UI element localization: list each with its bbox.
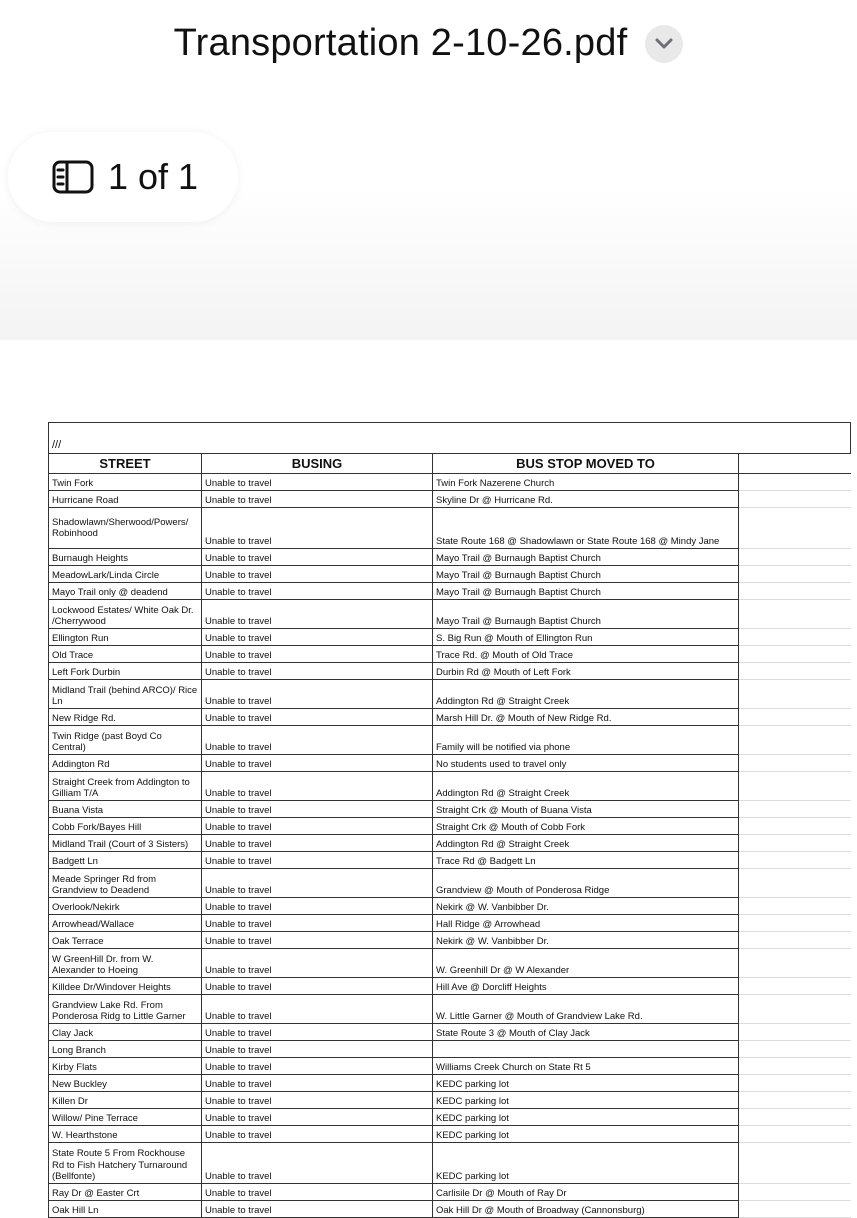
- table-row: [49, 1075, 851, 1092]
- bus-stop-cell: Williams Creek Church on State Rt 5: [433, 1058, 739, 1075]
- street-cell: Overlook/Nekirk: [49, 898, 202, 915]
- blank-cell: [739, 1024, 851, 1041]
- busing-cell: Unable to travel: [202, 995, 433, 1024]
- bus-stop-cell: KEDC parking lot: [433, 1126, 739, 1143]
- blank-cell: [739, 1109, 851, 1126]
- table-body: [49, 474, 851, 1218]
- busing-cell: Unable to travel: [202, 772, 433, 801]
- sidebar-icon: [52, 160, 94, 194]
- blank-cell: [739, 629, 851, 646]
- bus-stop-cell: [433, 1041, 739, 1058]
- busing-cell: Unable to travel: [202, 663, 433, 680]
- blank-cell: [739, 772, 851, 801]
- street-cell: MeadowLark/Linda Circle: [49, 566, 202, 583]
- busing-cell: Unable to travel: [202, 1024, 433, 1041]
- column-header-street: STREET: [49, 454, 202, 474]
- blank-cell: [739, 915, 851, 932]
- street-cell: Lockwood Estates/ White Oak Dr. /Cherrywood: [49, 600, 202, 629]
- bus-stop-cell: W. Little Garner @ Mouth of Grandview Lake Rd.: [433, 995, 739, 1024]
- bus-stop-cell: KEDC parking lot: [433, 1143, 739, 1184]
- busing-cell: Unable to travel: [202, 801, 433, 818]
- table-row: [49, 1143, 851, 1184]
- blank-cell: [739, 583, 851, 600]
- blank-cell: [739, 1126, 851, 1143]
- busing-cell: Unable to travel: [202, 1058, 433, 1075]
- table-row: [49, 1041, 851, 1058]
- busing-cell: Unable to travel: [202, 646, 433, 663]
- title-menu-button[interactable]: [645, 25, 683, 63]
- street-cell: Midland Trail (behind ARCO)/ Rice Ln: [49, 680, 202, 709]
- busing-cell: Unable to travel: [202, 978, 433, 995]
- bus-stop-cell: Straight Crk @ Mouth of Buana Vista: [433, 801, 739, 818]
- blank-cell: [739, 680, 851, 709]
- busing-cell: Unable to travel: [202, 1092, 433, 1109]
- table-row: [49, 1024, 851, 1041]
- busing-cell: Unable to travel: [202, 915, 433, 932]
- bus-stop-cell: Family will be notified via phone: [433, 726, 739, 755]
- table-note-row: [49, 423, 851, 454]
- blank-cell: [739, 663, 851, 680]
- bus-stop-cell: Addington Rd @ Straight Creek: [433, 680, 739, 709]
- busing-cell: Unable to travel: [202, 852, 433, 869]
- blank-cell: [739, 978, 851, 995]
- busing-cell: Unable to travel: [202, 835, 433, 852]
- street-cell: Cobb Fork/Bayes Hill: [49, 818, 202, 835]
- transportation-table: [48, 422, 851, 1218]
- column-header-blank: [739, 454, 851, 474]
- street-cell: Badgett Ln: [49, 852, 202, 869]
- blank-cell: [739, 600, 851, 629]
- table-row: [49, 949, 851, 978]
- blank-cell: [739, 726, 851, 755]
- blank-cell: [739, 1092, 851, 1109]
- street-cell: Burnaugh Heights: [49, 549, 202, 566]
- table-row: [49, 898, 851, 915]
- table-note: ///: [49, 423, 851, 454]
- blank-cell: [739, 755, 851, 772]
- bus-stop-cell: Oak Hill Dr @ Mouth of Broadway (Cannonsburg): [433, 1201, 739, 1218]
- blank-cell: [739, 932, 851, 949]
- table-row: [49, 835, 851, 852]
- blank-cell: [739, 949, 851, 978]
- street-cell: Old Trace: [49, 646, 202, 663]
- busing-cell: Unable to travel: [202, 932, 433, 949]
- street-cell: Arrowhead/Wallace: [49, 915, 202, 932]
- busing-cell: Unable to travel: [202, 549, 433, 566]
- busing-cell: Unable to travel: [202, 726, 433, 755]
- page-indicator-label: 1 of 1: [108, 156, 199, 197]
- bus-stop-cell: Trace Rd @ Badgett Ln: [433, 852, 739, 869]
- blank-cell: [739, 1201, 851, 1218]
- table-row: [49, 680, 851, 709]
- table-row: [49, 508, 851, 549]
- blank-cell: [739, 1041, 851, 1058]
- street-cell: Mayo Trail only @ deadend: [49, 583, 202, 600]
- blank-cell: [739, 869, 851, 898]
- document-title[interactable]: Transportation 2-10-26.pdf: [173, 22, 628, 64]
- busing-cell: Unable to travel: [202, 1184, 433, 1201]
- busing-cell: Unable to travel: [202, 949, 433, 978]
- blank-cell: [739, 898, 851, 915]
- blank-cell: [739, 491, 851, 508]
- table-row: [49, 995, 851, 1024]
- document-title-bar: [0, 22, 857, 65]
- street-cell: New Buckley: [49, 1075, 202, 1092]
- table-row: [49, 869, 851, 898]
- table-row: [49, 629, 851, 646]
- bus-stop-cell: Addington Rd @ Straight Creek: [433, 772, 739, 801]
- table-row: [49, 818, 851, 835]
- street-cell: State Route 5 From Rockhouse Rd to Fish Hatchery Turnaround (Bellfonte): [49, 1143, 202, 1184]
- blank-cell: [739, 852, 851, 869]
- busing-cell: Unable to travel: [202, 755, 433, 772]
- busing-cell: Unable to travel: [202, 508, 433, 549]
- table-row: [49, 1184, 851, 1201]
- blank-cell: [739, 549, 851, 566]
- busing-cell: Unable to travel: [202, 709, 433, 726]
- street-cell: Buana Vista: [49, 801, 202, 818]
- column-header-busing: BUSING: [202, 454, 433, 474]
- table-row: [49, 474, 851, 491]
- bus-stop-cell: Straight Crk @ Mouth of Cobb Fork: [433, 818, 739, 835]
- busing-cell: Unable to travel: [202, 583, 433, 600]
- table-row: [49, 663, 851, 680]
- bus-stop-cell: KEDC parking lot: [433, 1109, 739, 1126]
- bus-stop-cell: Addington Rd @ Straight Creek: [433, 835, 739, 852]
- blank-cell: [739, 646, 851, 663]
- blank-cell: [739, 474, 851, 491]
- busing-cell: Unable to travel: [202, 600, 433, 629]
- bus-stop-cell: Hill Ave @ Dorcliff Heights: [433, 978, 739, 995]
- street-cell: Clay Jack: [49, 1024, 202, 1041]
- street-cell: Oak Terrace: [49, 932, 202, 949]
- table-row: [49, 646, 851, 663]
- bus-stop-cell: Skyline Dr @ Hurricane Rd.: [433, 491, 739, 508]
- street-cell: Killen Dr: [49, 1092, 202, 1109]
- busing-cell: Unable to travel: [202, 566, 433, 583]
- street-cell: Ellington Run: [49, 629, 202, 646]
- table-row: [49, 932, 851, 949]
- blank-cell: [739, 801, 851, 818]
- bus-stop-cell: S. Big Run @ Mouth of Ellington Run: [433, 629, 739, 646]
- bus-stop-cell: Hall Ridge @ Arrowhead: [433, 915, 739, 932]
- street-cell: Oak Hill Ln: [49, 1201, 202, 1218]
- street-cell: Hurricane Road: [49, 491, 202, 508]
- street-cell: Shadowlawn/Sherwood/Powers/ Robinhood: [49, 508, 202, 549]
- street-cell: Meade Springer Rd from Grandview to Deadend: [49, 869, 202, 898]
- street-cell: Twin Ridge (past Boyd Co Central): [49, 726, 202, 755]
- busing-cell: Unable to travel: [202, 1126, 433, 1143]
- street-cell: Ray Dr @ Easter Crt: [49, 1184, 202, 1201]
- table-row: [49, 978, 851, 995]
- busing-cell: Unable to travel: [202, 1075, 433, 1092]
- street-cell: W GreenHill Dr. from W. Alexander to Hoeing: [49, 949, 202, 978]
- bus-stop-cell: State Route 3 @ Mouth of Clay Jack: [433, 1024, 739, 1041]
- table-row: [49, 1201, 851, 1218]
- table-row: [49, 566, 851, 583]
- busing-cell: Unable to travel: [202, 491, 433, 508]
- bus-stop-cell: Mayo Trail @ Burnaugh Baptist Church: [433, 549, 739, 566]
- table-row: [49, 491, 851, 508]
- table-row: [49, 549, 851, 566]
- busing-cell: Unable to travel: [202, 474, 433, 491]
- table-row: [49, 772, 851, 801]
- table-row: [49, 583, 851, 600]
- bus-stop-cell: Durbin Rd @ Mouth of Left Fork: [433, 663, 739, 680]
- street-cell: New Ridge Rd.: [49, 709, 202, 726]
- table-row: [49, 755, 851, 772]
- pdf-page: [0, 340, 857, 1216]
- blank-cell: [739, 1058, 851, 1075]
- street-cell: Twin Fork: [49, 474, 202, 491]
- table-row: [49, 915, 851, 932]
- bus-stop-cell: Grandview @ Mouth of Ponderosa Ridge: [433, 869, 739, 898]
- street-cell: Grandview Lake Rd. From Ponderosa Ridg to Little Garner: [49, 995, 202, 1024]
- busing-cell: Unable to travel: [202, 680, 433, 709]
- blank-cell: [739, 508, 851, 549]
- busing-cell: Unable to travel: [202, 898, 433, 915]
- blank-cell: [739, 818, 851, 835]
- column-header-bus-stop: BUS STOP MOVED TO: [433, 454, 739, 474]
- busing-cell: Unable to travel: [202, 1109, 433, 1126]
- bus-stop-cell: Nekirk @ W. Vanbibber Dr.: [433, 898, 739, 915]
- blank-cell: [739, 835, 851, 852]
- table-header-row: [49, 454, 851, 474]
- table-row: [49, 600, 851, 629]
- blank-cell: [739, 995, 851, 1024]
- busing-cell: Unable to travel: [202, 818, 433, 835]
- street-cell: Left Fork Durbin: [49, 663, 202, 680]
- bus-stop-cell: W. Greenhill Dr @ W Alexander: [433, 949, 739, 978]
- page-indicator-button[interactable]: [8, 132, 238, 222]
- bus-stop-cell: Mayo Trail @ Burnaugh Baptist Church: [433, 600, 739, 629]
- street-cell: Killdee Dr/Windover Heights: [49, 978, 202, 995]
- table-row: [49, 1109, 851, 1126]
- street-cell: Kirby Flats: [49, 1058, 202, 1075]
- table-row: [49, 726, 851, 755]
- bus-stop-cell: KEDC parking lot: [433, 1092, 739, 1109]
- blank-cell: [739, 1143, 851, 1184]
- street-cell: Long Branch: [49, 1041, 202, 1058]
- street-cell: W. Hearthstone: [49, 1126, 202, 1143]
- street-cell: Midland Trail (Court of 3 Sisters): [49, 835, 202, 852]
- busing-cell: Unable to travel: [202, 1041, 433, 1058]
- busing-cell: Unable to travel: [202, 629, 433, 646]
- bus-stop-cell: Marsh Hill Dr. @ Mouth of New Ridge Rd.: [433, 709, 739, 726]
- bus-stop-cell: Trace Rd. @ Mouth of Old Trace: [433, 646, 739, 663]
- street-cell: Addington Rd: [49, 755, 202, 772]
- bus-stop-cell: KEDC parking lot: [433, 1075, 739, 1092]
- busing-cell: Unable to travel: [202, 869, 433, 898]
- blank-cell: [739, 566, 851, 583]
- table-row: [49, 801, 851, 818]
- bus-stop-cell: Nekirk @ W. Vanbibber Dr.: [433, 932, 739, 949]
- bus-stop-cell: State Route 168 @ Shadowlawn or State Route 168 @ Mindy Jane: [433, 508, 739, 549]
- bus-stop-cell: Twin Fork Nazerene Church: [433, 474, 739, 491]
- table-row: [49, 1058, 851, 1075]
- street-cell: Straight Creek from Addington to Gilliam T/A: [49, 772, 202, 801]
- street-cell: Willow/ Pine Terrace: [49, 1109, 202, 1126]
- bus-stop-cell: Mayo Trail @ Burnaugh Baptist Church: [433, 566, 739, 583]
- blank-cell: [739, 1075, 851, 1092]
- blank-cell: [739, 709, 851, 726]
- table-row: [49, 709, 851, 726]
- chevron-down-icon: [655, 38, 673, 50]
- busing-cell: Unable to travel: [202, 1143, 433, 1184]
- blank-cell: [739, 1184, 851, 1201]
- bus-stop-cell: No students used to travel only: [433, 755, 739, 772]
- viewer-header: [0, 0, 857, 341]
- table-row: [49, 852, 851, 869]
- table-row: [49, 1126, 851, 1143]
- bus-stop-cell: Carlisile Dr @ Mouth of Ray Dr: [433, 1184, 739, 1201]
- busing-cell: Unable to travel: [202, 1201, 433, 1218]
- bus-stop-cell: Mayo Trail @ Burnaugh Baptist Church: [433, 583, 739, 600]
- table-row: [49, 1092, 851, 1109]
